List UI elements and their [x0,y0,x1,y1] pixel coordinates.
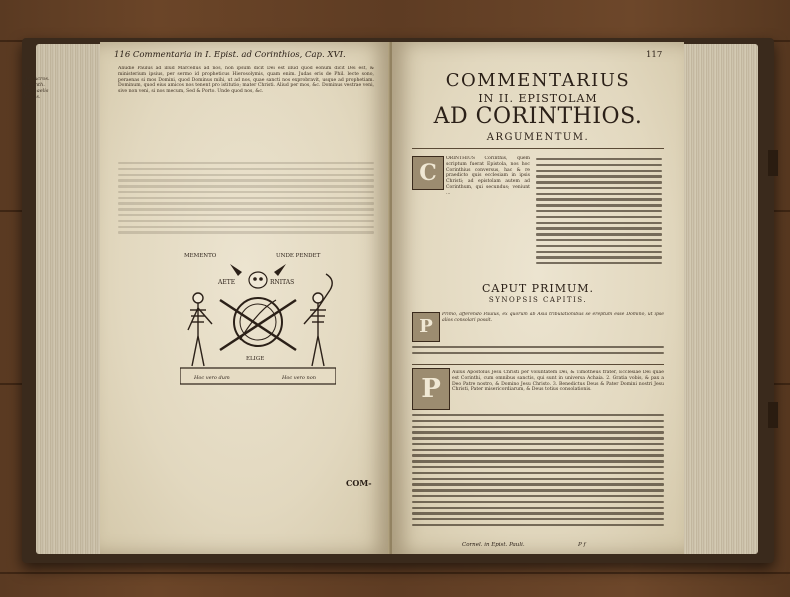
title-line-3: AD CORINTHIOS. [433,104,643,129]
left-caption: Hoc vero dum [194,375,230,381]
drop-cap-c: C [412,156,444,190]
banner-right-text: UNDE PENDET [276,253,321,259]
title-line-1: COMMENTARIUS [445,70,631,91]
footer-signature-right: P f [578,542,586,548]
title-line-2: IN II. EPISTOLAM [478,92,598,105]
running-head: 116 Commentaria in I. Epist. ad Corinthios, Cap. XVI. [114,50,346,60]
page-edges-left [36,44,102,554]
bleed-through-text [118,162,374,252]
right-wing-text: RNITAS [270,279,295,286]
body-text-continuation [412,414,664,538]
left-page [24,42,390,554]
title-line-4: ARGUMENTUM. [486,132,590,143]
left-body-text: Aliudie Paulus ad illud Marcellus ad nos, non ipsum dicit Dei est illud quod eonum dicit Dei est, & ministerium ipsius, per sermo id propheticus Hierosolymis, quam enim. Judas eris de Phil. lecte sono, peraenas si mos Domini, quod Dominus mihi, ut ad nos, quae sancti nos exprobravit, usque ad prophetiam. Dominum, quod eius amicos nos tenent pro istitutio; mater Christi. Aliud per mos, &c. Dominus vestrae veni, sive non veni, si nos mecum, Sed & Porto. Unde quod nos, &c. [118,66,374,95]
page-number: 117 [646,50,663,60]
bottom-word: ELIGE [246,356,265,362]
chapter-subtitle: SYNOPSIS CAPITIS. [488,296,588,304]
chapter-title: CAPUT PRIMUM. [482,282,594,295]
catchword: COM- [346,478,372,488]
footer-signature-left: Cornel. in Epist. Pauli. [462,542,525,548]
right-caption: Hoc vero non [282,375,316,381]
body-text: Aulus Apostolus Jesu Christi per voluntatem Dei, & Timotheus frater, Ecclesiae Dei quae est Corinthi, cum omnibus sanctis, qui sunt in universa Achaia. 2. Gratia vobis, & pax a Deo Patre nostro, & Domino Jesu Christo. 3. Benedictus Deus & Pater Domini nostri Jesu Christi, Pater misericordiarum, & Deus totius consolationis. [452,370,664,393]
book-clasp [768,402,778,428]
synopsis-rule [412,364,664,365]
margin-notes: Ac. Acros. Corinth. Michaelis Locus. [24,76,50,100]
title-rule [412,148,664,149]
synopsis-text: Primo, afferendo Paulus, ex quorum ab Asia tribulationibus se ereptum esse Domino, ut ipse alios consolari possit. [442,312,664,323]
banner-left-text: MEMENTO [184,253,217,259]
drop-cap-p-synopsis: P [412,312,440,342]
synopsis-continuation [412,346,664,362]
argument-text-column-1: ORINTHIUS Corinthis, quem scriptum fuerat Epistola, nos hoc Corinthius conversus, hac & re praedicto quis ecclesiam in ipsis Christi; ad epistolam autem ad Corinthum, qui secundus; veniunt ... [446,156,530,196]
right-page [392,42,684,554]
page-edges-right [682,44,758,554]
skeleton-right-figure [304,274,332,366]
drop-cap-p-body: P [412,368,450,410]
argument-text-column-2 [536,158,662,274]
memento-mori-woodcut [180,250,336,386]
table-plank-seam [0,572,790,574]
left-wing-text: AETE [218,279,236,286]
skeleton-left-figure [188,293,212,366]
book-clasp [768,150,778,176]
